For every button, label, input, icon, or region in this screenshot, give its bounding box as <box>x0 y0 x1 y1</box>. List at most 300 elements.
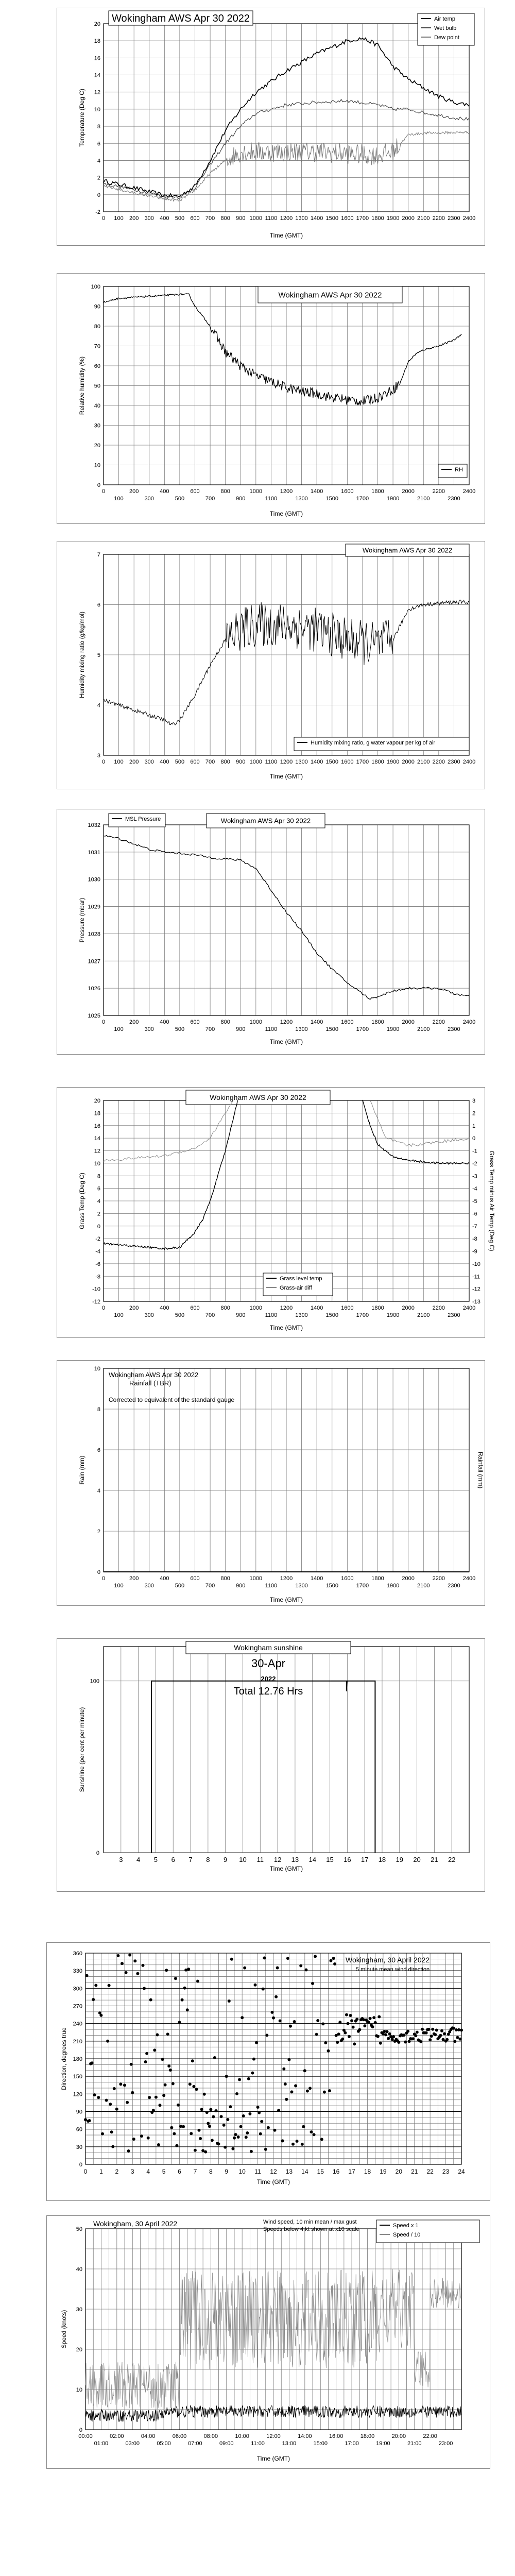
legend-label: Speed x 1 <box>393 2223 419 2229</box>
y-tick-label: 0 <box>97 1569 100 1575</box>
y-tick-label: 1025 <box>88 1013 100 1019</box>
x-tick-label: 1500 <box>325 1026 338 1032</box>
wind-direction-point <box>296 2140 299 2143</box>
x-tick-label: 800 <box>220 488 230 495</box>
wind-direction-point <box>411 2037 415 2040</box>
y2-tick-label: -13 <box>472 1299 480 1305</box>
wind-direction-point <box>327 2049 330 2053</box>
x-tick-label: 1800 <box>371 1575 384 1582</box>
wind-direction-point <box>301 2143 304 2146</box>
wind-direction-point <box>152 2109 155 2112</box>
wind-direction-point <box>208 2125 211 2128</box>
x-tick-label: 800 <box>220 759 230 765</box>
wind-speed-chart <box>46 2215 490 2469</box>
x-tick-label: 1000 <box>249 1019 263 1025</box>
y-tick-label: 16 <box>94 55 100 62</box>
wind-direction-point <box>174 1977 177 1980</box>
wind-direction-point <box>459 2038 462 2041</box>
x-tick-label: 800 <box>220 215 230 222</box>
wind-direction-point <box>154 2096 158 2099</box>
x-tick-label: 1900 <box>386 1312 400 1318</box>
x-tick-label: 1200 <box>280 215 293 222</box>
wind-direction-point <box>337 2032 340 2036</box>
wind-direction-point <box>338 2021 341 2024</box>
y-tick-label: -4 <box>95 1248 100 1255</box>
x-tick-label: 1 <box>99 2168 103 2175</box>
y-tick-label: 30 <box>76 2144 82 2150</box>
x-tick-label: 22:00 <box>423 2433 437 2439</box>
x-tick-label: 02:00 <box>110 2433 124 2439</box>
x-tick-label: 11:00 <box>251 2441 265 2447</box>
x-tick-label: 17:00 <box>345 2441 359 2447</box>
wind-direction-point <box>127 2149 130 2153</box>
wind-direction-point <box>308 2087 312 2090</box>
x-tick-label: 1100 <box>265 1583 278 1589</box>
y-tick-label: 10 <box>94 1160 100 1167</box>
wind-direction-point <box>157 2143 160 2146</box>
wind-direction-point <box>243 1967 246 1970</box>
x-tick-label: 1000 <box>249 215 263 222</box>
x-tick-label: 18 <box>364 2168 371 2175</box>
chart-title: Wokingham sunshine <box>234 1643 303 1652</box>
wind-direction-point <box>416 2031 419 2034</box>
x-tick-label: 5 <box>153 1856 158 1863</box>
x-tick-label: 12 <box>270 2168 277 2175</box>
wind-direction-point <box>379 2042 382 2045</box>
wind-direction-point <box>277 2109 280 2112</box>
x-tick-label: 1900 <box>386 496 400 502</box>
y-tick-label: 10 <box>94 1366 100 1372</box>
wind-direction-point <box>203 2093 206 2096</box>
y-tick-label: 6 <box>97 141 100 147</box>
wind-direction-point <box>293 2020 296 2023</box>
x-axis-label: Time (GMT) <box>269 1038 303 1045</box>
wind-direction-point <box>130 2063 133 2066</box>
x-tick-label: 18:00 <box>360 2433 375 2439</box>
mixing-ratio-chart-svg <box>57 541 485 789</box>
y-tick-label: 12 <box>94 1148 100 1155</box>
wind-direction-point <box>349 2014 352 2017</box>
wind-direction-point <box>106 2040 109 2043</box>
x-tick-label: 4 <box>146 2168 150 2175</box>
x-tick-label: 600 <box>190 759 200 765</box>
x-tick-label: 800 <box>220 1019 230 1025</box>
y-tick-label: 300 <box>73 1986 82 1992</box>
y-tick-label: 7 <box>97 552 100 558</box>
x-tick-label: 06:00 <box>172 2433 187 2439</box>
wind-direction-point <box>169 2069 172 2072</box>
wind-direction-point <box>403 2033 406 2037</box>
wind-direction-point <box>119 2082 122 2086</box>
wind-direction-point <box>313 2133 316 2136</box>
wind-direction-point <box>110 2130 113 2133</box>
wind-direction-point <box>241 2016 244 2019</box>
x-tick-label: 15:00 <box>313 2441 328 2447</box>
chart-title: Wokingham AWS Apr 30 2022 <box>112 13 250 24</box>
x-tick-label: 07:00 <box>188 2441 202 2447</box>
x-tick-label: 1800 <box>371 1305 384 1311</box>
wind-direction-point <box>363 2024 366 2027</box>
x-tick-label: 0 <box>101 1305 106 1311</box>
x-tick-label: 2400 <box>462 215 476 222</box>
y2-tick-label: -2 <box>472 1160 477 1167</box>
y-tick-label: -8 <box>95 1274 100 1280</box>
wind-direction-point <box>186 2008 189 2011</box>
wind-direction-point <box>222 2124 226 2127</box>
x-tick-label: 2100 <box>417 759 430 765</box>
x-tick-label: 1900 <box>386 759 400 765</box>
wind-direction-point <box>224 2146 227 2149</box>
wind-direction-point <box>294 2084 297 2088</box>
temperature-chart <box>57 8 485 246</box>
x-tick-label: 11 <box>254 2168 261 2175</box>
chart-note: Corrected to equivalent of the standard gauge <box>109 1396 235 1403</box>
legend-label: RH <box>455 467 463 473</box>
plot-frame <box>104 1647 469 1853</box>
wind-direction-point <box>101 2132 104 2136</box>
wind-direction-point <box>175 2144 178 2147</box>
wind-direction-point <box>147 2137 150 2140</box>
x-tick-label: 19:00 <box>376 2441 390 2447</box>
x-axis-label: Time (GMT) <box>269 510 303 517</box>
y-tick-label: 1026 <box>88 986 100 992</box>
wind-direction-point <box>314 1955 317 1958</box>
wind-direction-point <box>428 2038 432 2041</box>
chart-total: Total 12.76 Hrs <box>233 1686 303 1697</box>
x-tick-label: 1200 <box>280 488 293 495</box>
y2-tick-label: 3 <box>472 1098 476 1104</box>
x-tick-label: 2000 <box>402 1575 415 1582</box>
x-tick-label: 16:00 <box>329 2433 344 2439</box>
x-tick-label: 200 <box>129 488 139 495</box>
wind-direction-point <box>273 2129 277 2132</box>
wind-direction-point <box>310 2130 313 2133</box>
y-tick-label: 6 <box>97 602 100 608</box>
x-tick-label: 400 <box>160 215 169 222</box>
wind-direction-point <box>229 2105 232 2108</box>
x-tick-label: 2000 <box>402 215 415 222</box>
pressure-chart-svg <box>57 809 485 1054</box>
y-axis-label: Temperature (Deg C) <box>78 89 85 147</box>
wind-direction-point <box>123 2083 126 2087</box>
wind-direction-point <box>239 2125 243 2128</box>
x-axis-label: Time (GMT) <box>269 1596 303 1603</box>
chart-subtitle: 5 minute mean wind direction <box>356 1967 430 1973</box>
x-tick-label: 700 <box>205 496 215 502</box>
y-tick-label: 0 <box>79 2162 82 2168</box>
wind-direction-point <box>198 2129 201 2132</box>
legend-label: Air temp <box>434 16 455 22</box>
x-tick-label: 1700 <box>356 1312 369 1318</box>
wind-direction-point <box>254 1984 257 1987</box>
wind-direction-point <box>126 2101 129 2104</box>
y-tick-label: 20 <box>76 2347 82 2353</box>
wind-direction-point <box>392 2035 395 2038</box>
x-tick-label: 8 <box>206 1856 210 1863</box>
wind-direction-point <box>435 2029 438 2032</box>
y2-tick-label: -3 <box>472 1173 477 1180</box>
x-tick-label: 1800 <box>371 215 384 222</box>
x-tick-label: 5 <box>162 2168 166 2175</box>
x-tick-label: 16 <box>332 2168 340 2175</box>
x-tick-label: 200 <box>129 1575 139 1582</box>
wind-direction-point <box>324 2041 327 2044</box>
wind-direction-point <box>170 2126 173 2129</box>
y-tick-label: 60 <box>94 363 100 369</box>
x-tick-label: 1200 <box>280 1305 293 1311</box>
wind-direction-point <box>452 2027 455 2030</box>
y2-tick-label: -9 <box>472 1248 477 1255</box>
x-tick-label: 1900 <box>386 215 400 222</box>
wind-speed-chart-svg <box>47 2216 490 2468</box>
x-tick-label: 2300 <box>448 759 460 765</box>
wind-direction-point <box>235 2092 238 2095</box>
wind-direction-point <box>121 1962 124 1965</box>
wind-direction-point <box>192 2085 195 2088</box>
x-tick-label: 19 <box>380 2168 387 2175</box>
x-tick-label: 2 <box>115 2168 119 2175</box>
wind-direction-point <box>115 2108 118 2111</box>
x-tick-label: 1400 <box>310 1575 323 1582</box>
wind-direction-point <box>196 1980 199 1983</box>
wind-direction-point <box>320 2138 323 2141</box>
wind-direction-point <box>228 1999 231 2003</box>
y-tick-label: 0 <box>97 1223 100 1230</box>
grid <box>104 24 469 212</box>
y-axis-label: Grass Temp (Deg C) <box>78 1173 85 1229</box>
wind-direction-point <box>178 2021 181 2024</box>
wind-direction-point <box>161 2058 164 2061</box>
wind-direction-point <box>179 2125 182 2128</box>
x-tick-label: 2000 <box>402 1019 415 1025</box>
x-tick-label: 10:00 <box>235 2433 249 2439</box>
wind-direction-point <box>299 1964 302 1968</box>
y-tick-label: 1028 <box>88 931 100 938</box>
wind-direction-point <box>200 2108 203 2111</box>
wind-direction-point <box>159 2104 162 2107</box>
wind-direction-point <box>191 2059 194 2062</box>
mean-speed-line <box>85 2405 461 2421</box>
x-tick-label: 1900 <box>386 1583 400 1589</box>
x-tick-label: 500 <box>175 1583 185 1589</box>
x-tick-label: 2100 <box>417 1026 430 1032</box>
y-tick-label: 4 <box>97 1488 100 1494</box>
y-tick-label: -10 <box>92 1286 100 1293</box>
x-tick-label: 1100 <box>265 1312 278 1318</box>
wind-direction-point <box>427 2028 431 2031</box>
x-tick-label: 1000 <box>249 1305 263 1311</box>
x-tick-label: 900 <box>236 215 246 222</box>
y-tick-label: 90 <box>76 2109 82 2115</box>
legend-label: Speed / 10 <box>393 2232 421 2238</box>
wind-direction-point <box>111 2145 114 2148</box>
x-tick-label: 05:00 <box>157 2441 171 2447</box>
wind-direction-point <box>142 1964 145 1967</box>
sunshine-chart-svg <box>57 1639 485 1891</box>
x-tick-label: 1500 <box>325 215 338 222</box>
y-tick-label: 90 <box>94 303 100 310</box>
wind-direction-point <box>99 2014 102 2017</box>
wind-direction-point <box>371 2025 374 2028</box>
wind-direction-point <box>145 2052 148 2055</box>
temperature-chart-svg <box>57 8 485 245</box>
wind-direction-point <box>304 1969 307 1972</box>
x-tick-label: 2300 <box>448 1026 460 1032</box>
wind-direction-point <box>453 2040 456 2043</box>
y2-tick-label: 2 <box>472 1110 476 1117</box>
y-tick-label: 6 <box>97 1185 100 1192</box>
wind-direction-point <box>281 2139 284 2142</box>
x-tick-label: 1600 <box>341 488 354 495</box>
wind-direction-point <box>306 2090 309 2093</box>
wind-direction-point <box>377 2015 381 2019</box>
wind-direction-point <box>362 2018 365 2021</box>
wind-direction-point <box>442 2038 445 2041</box>
x-tick-label: 2400 <box>462 488 476 495</box>
grass-temperature-chart-svg <box>57 1088 495 1337</box>
x-tick-label: 0 <box>101 759 106 765</box>
x-tick-label: 2200 <box>432 488 445 495</box>
x-tick-label: 3 <box>119 1856 123 1863</box>
wind-direction-point <box>173 2132 176 2136</box>
x-tick-label: 800 <box>220 1305 230 1311</box>
y-tick-label: 8 <box>97 1173 100 1180</box>
y-tick-label: -2 <box>95 209 100 215</box>
sunshine-line <box>151 1681 375 1853</box>
x-tick-label: 7 <box>188 1856 193 1863</box>
x-tick-label: 1300 <box>295 759 308 765</box>
x-tick-label: 300 <box>144 215 154 222</box>
x-tick-label: 0 <box>101 1019 106 1025</box>
wind-direction-point <box>237 2136 240 2139</box>
x-tick-label: 900 <box>236 1026 246 1032</box>
y2-tick-label: -12 <box>472 1286 480 1293</box>
x-tick-label: 9 <box>225 2168 229 2175</box>
x-tick-label: 23:00 <box>438 2441 453 2447</box>
legend-box <box>376 2220 479 2243</box>
chart-year: 2022 <box>261 1675 276 1683</box>
x-tick-label: 900 <box>236 1312 246 1318</box>
wind-direction-point <box>267 2126 270 2129</box>
x-tick-label: 21 <box>411 2168 418 2175</box>
x-tick-label: 0 <box>101 1575 106 1582</box>
wind-direction-point <box>321 2022 324 2025</box>
grid <box>104 1647 469 1853</box>
x-tick-label: 2000 <box>402 759 415 765</box>
wind-direction-point <box>88 2119 91 2122</box>
wind-direction-point <box>255 2041 258 2044</box>
x-tick-label: 1400 <box>310 1305 323 1311</box>
x-tick-label: 2200 <box>432 759 445 765</box>
y-tick-label: 16 <box>94 1123 100 1129</box>
wind-direction-point <box>131 2091 134 2094</box>
wind-direction-point <box>85 1974 89 1977</box>
x-tick-label: 24 <box>458 2168 465 2175</box>
y-tick-label: 2 <box>97 1529 100 1535</box>
x-tick-label: 1100 <box>265 1026 278 1032</box>
y-tick-label: 40 <box>76 2266 82 2273</box>
y2-axis-label: Rainfall (mm) <box>477 1451 484 1489</box>
y-tick-label: 0 <box>97 482 100 488</box>
y-tick-label: 240 <box>73 2021 82 2027</box>
y-tick-label: 50 <box>94 383 100 389</box>
y-tick-label: 4 <box>97 1198 100 1205</box>
wind-direction-point <box>374 2021 377 2024</box>
x-tick-label: 2300 <box>448 496 460 502</box>
grid <box>104 554 469 755</box>
x-axis-label: Time (GMT) <box>256 2178 290 2185</box>
x-tick-label: 1700 <box>356 1026 369 1032</box>
x-tick-label: 2000 <box>402 1305 415 1311</box>
x-tick-label: 01:00 <box>94 2441 109 2447</box>
x-tick-label: 1300 <box>295 1026 308 1032</box>
y-tick-label: 18 <box>94 1110 100 1117</box>
x-tick-label: 1000 <box>249 759 263 765</box>
wind-direction-point <box>260 2120 263 2123</box>
y-tick-label: 20 <box>94 1098 100 1104</box>
y2-tick-label: 0 <box>472 1136 476 1142</box>
y2-tick-label: 1 <box>472 1123 476 1129</box>
wind-direction-point <box>164 2083 167 2087</box>
y-tick-label: 270 <box>73 2003 82 2010</box>
x-tick-label: 1300 <box>295 496 308 502</box>
wind-direction-point <box>211 2139 214 2142</box>
chart-subtitle: Rainfall (TBR) <box>129 1379 171 1387</box>
wind-direction-point <box>233 2137 236 2140</box>
x-tick-label: 600 <box>190 1575 200 1582</box>
x-tick-label: 00:00 <box>78 2433 93 2439</box>
x-tick-label: 400 <box>160 759 169 765</box>
x-tick-label: 200 <box>129 1019 139 1025</box>
x-tick-label: 700 <box>205 1583 215 1589</box>
x-tick-label: 13 <box>291 1856 299 1863</box>
x-tick-label: 9 <box>224 1856 228 1863</box>
chart-title: Wokingham, 30 April 2022 <box>93 2219 178 2228</box>
x-tick-label: 3 <box>130 2168 134 2175</box>
x-tick-label: 1500 <box>325 1583 338 1589</box>
wind-direction-point <box>259 2132 262 2136</box>
wind-direction-point <box>389 2035 392 2038</box>
x-tick-label: 0 <box>101 488 106 495</box>
chart-title: Wokingham, 30 April 2022 <box>346 1956 430 1964</box>
wind-direction-point <box>419 2040 422 2043</box>
rh-line <box>104 294 461 405</box>
y-tick-label: 12 <box>94 89 100 96</box>
x-tick-label: 1600 <box>341 759 354 765</box>
wind-direction-point <box>311 1982 314 1985</box>
x-tick-label: 2200 <box>432 1019 445 1025</box>
x-tick-label: 16 <box>344 1856 351 1863</box>
x-tick-label: 600 <box>190 1019 200 1025</box>
wind-direction-point <box>388 2032 391 2036</box>
x-tick-label: 6 <box>178 2168 181 2175</box>
x-axis-label: Time (GMT) <box>269 232 303 239</box>
x-tick-label: 400 <box>160 1305 169 1311</box>
wind-direction-point <box>272 2016 275 2020</box>
x-tick-label: 4 <box>136 1856 141 1863</box>
y2-tick-label: -1 <box>472 1148 477 1155</box>
x-tick-label: 1100 <box>265 759 278 765</box>
wind-direction-point <box>352 2026 355 2029</box>
grass-temp-line <box>363 1100 469 1164</box>
x-tick-label: 2400 <box>462 1575 476 1582</box>
x-tick-label: 13 <box>285 2168 293 2175</box>
y-tick-label: 80 <box>94 324 100 330</box>
x-tick-label: 13:00 <box>282 2441 297 2447</box>
chart-title: Wokingham AWS Apr 30 2022 <box>220 817 311 825</box>
wind-direction-point <box>181 1998 184 2002</box>
y-tick-label: 4 <box>97 702 100 709</box>
